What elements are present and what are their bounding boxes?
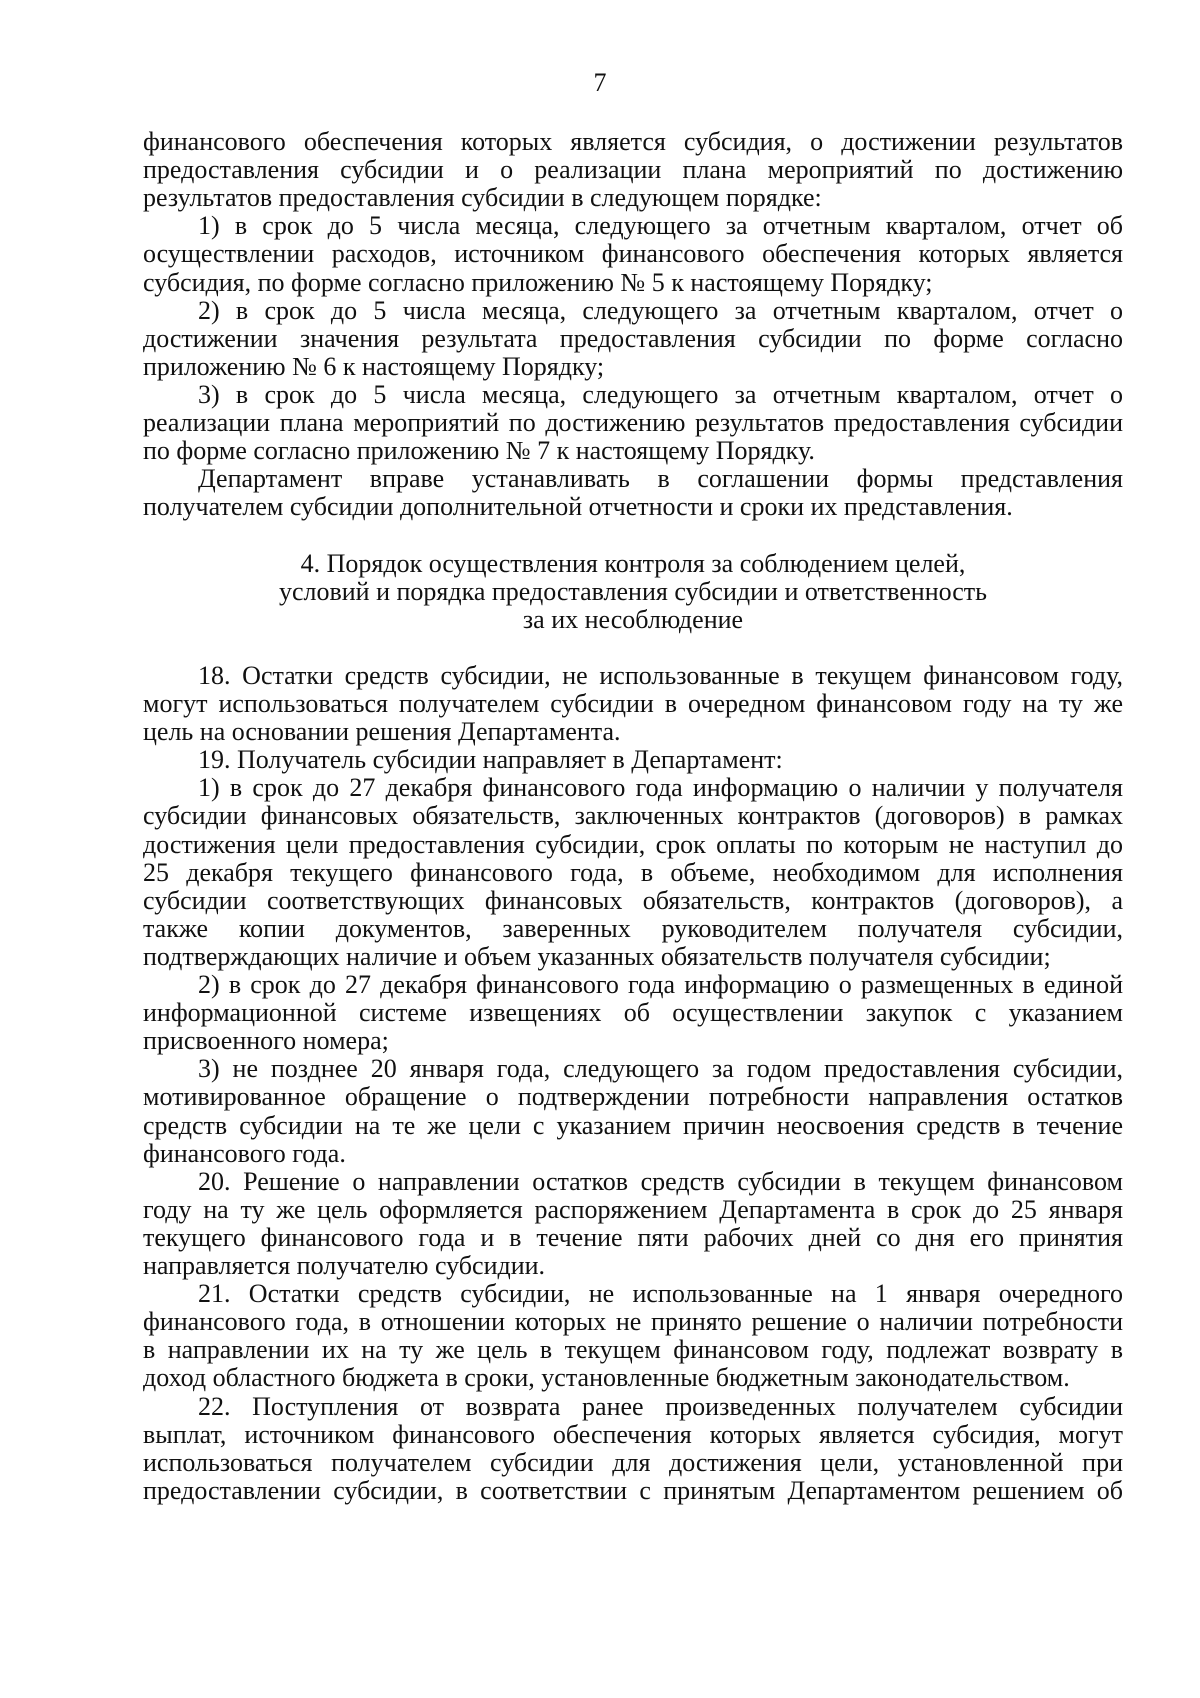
text-line: финансового года. bbox=[143, 1138, 346, 1168]
text-line: цель на основании решения Департамента. bbox=[143, 717, 621, 747]
text-line: 21. Остатки средств субсидии, не использованные на 1 января очередного bbox=[198, 1279, 1123, 1309]
text-line: мотивированное обращение о подтверждении потребности направления остатков bbox=[143, 1082, 1123, 1112]
section-heading-line: за их несоблюдение bbox=[522, 604, 744, 634]
text-line: субсидии финансовых обязательств, заключенных контрактов (договоров) в рамках bbox=[143, 801, 1123, 831]
text-line: 19. Получатель субсидии направляет в Департамент: bbox=[198, 745, 783, 775]
text-line: в направлении их на ту же цель в текущем финансовом году, подлежат возврату в bbox=[143, 1335, 1123, 1365]
text-line: предоставлении субсидии, в соответствии с принятым Департаментом решением об bbox=[143, 1475, 1123, 1505]
text-line: Департамент вправе устанавливать в соглашении формы представления bbox=[198, 464, 1123, 494]
text-line: 1) в срок до 27 декабря финансового года информацию о наличии у получателя bbox=[198, 773, 1123, 803]
text-line: предоставления субсидии и о реализации плана мероприятий по достижению bbox=[143, 155, 1123, 185]
text-line bbox=[143, 520, 1123, 550]
text-line: доход областного бюджета в сроки, установленные бюджетным законодательством. bbox=[143, 1363, 1070, 1393]
section-heading-line: условий и порядка предоставления субсидии и ответственность bbox=[278, 576, 988, 606]
text-line: 1) в срок до 5 числа месяца, следующего за отчетным кварталом, отчет об bbox=[198, 211, 1123, 241]
text-line: достижении значения результата предоставления субсидии по форме согласно bbox=[143, 323, 1123, 353]
page-number: 7 bbox=[593, 68, 607, 97]
text-line: присвоенного номера; bbox=[143, 1026, 389, 1056]
text-line: 2) в срок до 5 числа месяца, следующего за отчетным кварталом, отчет о bbox=[198, 295, 1123, 325]
text-line: использоваться получателем субсидии для достижения цели, установленной при bbox=[143, 1447, 1123, 1477]
text-line: средств субсидии на те же цели с указанием причин неосвоения средств в течение bbox=[143, 1110, 1123, 1140]
text-line: субсидия, по форме согласно приложению № 5 к настоящему Порядку; bbox=[143, 267, 933, 297]
text-line: текущего финансового года и в течение пяти рабочих дней со дня его принятия bbox=[143, 1222, 1123, 1252]
text-line: выплат, источником финансового обеспечения которых является субсидия, могут bbox=[143, 1419, 1123, 1449]
text-line: 3) не позднее 20 января года, следующего за годом предоставления субсидии, bbox=[198, 1054, 1123, 1084]
text-line bbox=[143, 633, 1123, 663]
text-line: приложению № 6 к настоящему Порядку; bbox=[143, 351, 605, 381]
text-line: могут использоваться получателем субсидии в очередном финансовом году на ту же bbox=[143, 689, 1123, 718]
text-line: достижения цели предоставления субсидии, срок оплаты по которым не наступил до bbox=[143, 829, 1123, 859]
text-line: 25 декабря текущего финансового года, в объеме, необходимом для исполнения bbox=[143, 857, 1123, 887]
text-line: финансового обеспечения которых является субсидия, о достижении результатов bbox=[143, 127, 1123, 156]
text-line: 20. Решение о направлении остатков средств субсидии в текущем финансовом bbox=[198, 1166, 1123, 1196]
text-line: субсидии соответствующих финансовых обязательств, контрактов (договоров), а bbox=[143, 885, 1123, 915]
section-heading-line: 4. Порядок осуществления контроля за соблюдением целей, bbox=[300, 548, 966, 578]
text-line: направляется получателю субсидии. bbox=[143, 1251, 546, 1280]
text-line: 22. Поступления от возврата ранее произведенных получателем субсидии bbox=[198, 1391, 1123, 1421]
text-line: подтверждающих наличие и объем указанных обязательств получателя субсидии; bbox=[143, 941, 1051, 971]
text-line: 18. Остатки средств субсидии, не использованные в текущем финансовом году, bbox=[198, 660, 1123, 690]
text-line: 3) в срок до 5 числа месяца, следующего за отчетным кварталом, отчет о bbox=[198, 379, 1123, 409]
text-line: финансового года, в отношении которых не принято решение о наличии потребности bbox=[143, 1307, 1123, 1337]
text-line: году на ту же цель оформляется распоряжением Департамента в срок до 25 января bbox=[143, 1194, 1123, 1224]
text-line: 2) в срок до 27 декабря финансового года информацию о размещенных в единой bbox=[198, 970, 1123, 999]
text-line: осуществлении расходов, источником финансового обеспечения которых является bbox=[143, 239, 1123, 269]
text-line: также копии документов, заверенных руководителем получателя субсидии, bbox=[143, 913, 1123, 943]
text-line: информационной системе извещениях об осуществлении закупок с указанием bbox=[143, 998, 1123, 1028]
text-line: реализации плана мероприятий по достижению результатов предоставления субсидии bbox=[143, 408, 1123, 437]
text-line: по форме согласно приложению № 7 к настоящему Порядку. bbox=[143, 436, 815, 466]
text-line: результатов предоставления субсидии в следующем порядке: bbox=[143, 183, 822, 213]
text-line: получателем субсидии дополнительной отчетности и сроки их представления. bbox=[143, 492, 1013, 522]
